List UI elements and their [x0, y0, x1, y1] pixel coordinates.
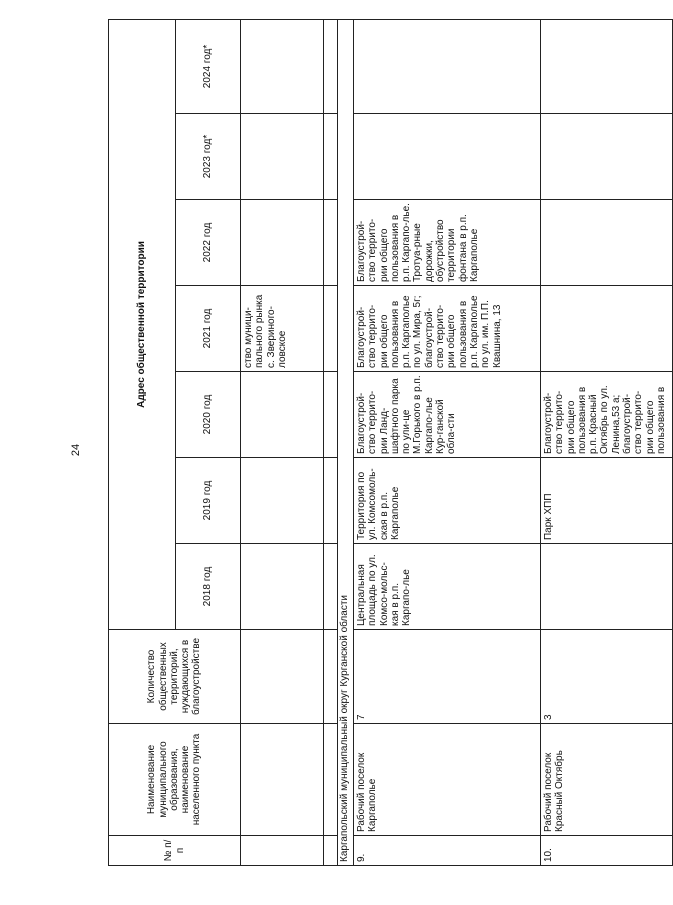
header-municipality: Наименование муниципального образования, наименование населенного пункта — [109, 724, 241, 836]
header-row — [109, 19, 176, 865]
header-year-2019: 2019 год — [176, 458, 241, 544]
row-2019: Парк ХПП — [541, 458, 673, 544]
row-2024 — [354, 19, 541, 113]
header-count: Количество общественных территорий, нуждающихся в благоустройстве — [109, 630, 241, 724]
header-year-2021: 2021 год — [176, 286, 241, 372]
row-count: 7 — [354, 630, 541, 724]
header-num: № п/п — [109, 836, 241, 866]
row-2022: Благоустрой-ство террито-рии общего пользования в р.п. Каргапо-лье. Тротуа-рные дорожки, обустройство территории фонтана в р.п. Каргаполье — [354, 200, 541, 286]
header-address: Адрес общественной территории — [109, 19, 176, 629]
rotated-page — [108, 30, 667, 866]
continuation-2021: ство муници-пального рынка с. Звериного-ловское — [241, 286, 324, 372]
row-municipality: Рабочий поселок Каргаполье — [354, 724, 541, 836]
row-2023 — [541, 114, 673, 200]
row-count: 3 — [541, 630, 673, 724]
header-year-2022: 2022 год — [176, 200, 241, 286]
header-year-2024: 2024 год* — [176, 19, 241, 113]
continuation-row — [241, 19, 324, 865]
region-row — [338, 19, 354, 865]
public-territories-table — [108, 19, 673, 866]
header-year-2023: 2023 год* — [176, 114, 241, 200]
page-number: 24 — [70, 443, 82, 457]
row-2020: Благоустрой-ство террито-рии Ланд-шафтного парка по ули-це М.Горького в р.п. Каргапо-лье Кур-ганской обла-сти — [354, 372, 541, 458]
table-row — [541, 19, 673, 865]
row-2024 — [541, 19, 673, 113]
row-2019: Территория по ул. Комсомоль-ская в р.п. Каргаполье — [354, 458, 541, 544]
row-2023 — [354, 114, 541, 200]
spacer-row — [324, 19, 338, 865]
region-title: Каргапольский муниципальный округ Курганской области — [338, 19, 354, 865]
row-2018 — [541, 544, 673, 630]
header-year-2020: 2020 год — [176, 372, 241, 458]
row-num: 9. — [354, 836, 541, 866]
row-2018: Центральная площадь по ул. Комсо-мольс-кая в р.п. Каргапо-лье — [354, 544, 541, 630]
row-2020: Благоустрой-ство террито-рии общего пользования в р.п. Красный Октябрь по ул. Ленина,53 а; благоустрой-ство террито-рии общего пользования в — [541, 372, 673, 458]
row-num: 10. — [541, 836, 673, 866]
header-year-2018: 2018 год — [176, 544, 241, 630]
row-2022 — [541, 200, 673, 286]
row-2021 — [541, 286, 673, 372]
row-2021: Благоустрой-ство террито-рии общего пользования в р.п. Каргаполье по ул. Мира, 5г; благоустрой-ство террито-рии общего пользования в р.п. Каргаполье по ул. им. П.П. Квашнина, 13 — [354, 286, 541, 372]
row-municipality: Рабочий поселок Красный Октябрь — [541, 724, 673, 836]
table-row — [354, 19, 541, 865]
